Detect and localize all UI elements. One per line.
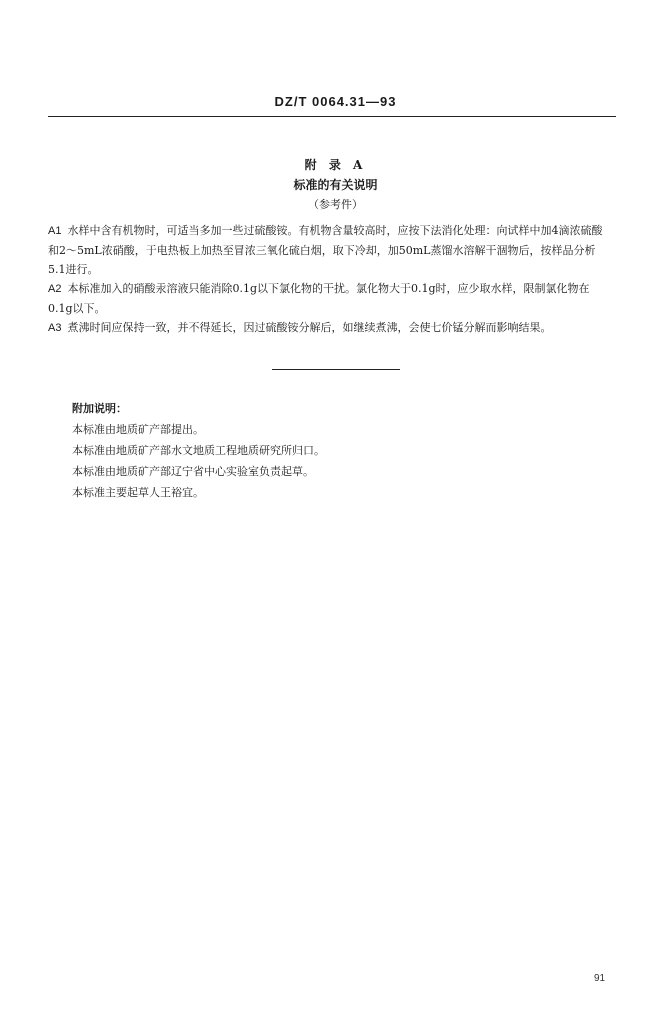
section-end-rule: [272, 369, 400, 370]
header-rule: [48, 116, 616, 117]
additional-note-line: 本标准主要起草人王裕宜。: [72, 486, 204, 499]
item-text: 水样中含有机物时，可适当多加一些过硫酸铵。有机物含量较高时，应按下法消化处理：向试样中加4滴浓硫酸和2～5mL浓硝酸，于电热板上加热至冒浓三氧化硫白烟，取下冷却，加50mL蒸馏水溶解干涸物后，按样品分析5.1进行。: [48, 224, 603, 276]
item-number: A1: [48, 225, 62, 237]
page-number: 91: [594, 973, 606, 984]
appendix-body: [48, 221, 612, 338]
appendix-subtitle: 标准的有关说明: [293, 178, 378, 192]
item-number: A3: [48, 322, 62, 334]
appendix-item-a2: [48, 279, 612, 318]
standard-code-header: DZ/T 0064.31—93: [274, 94, 397, 109]
item-text: 本标准加入的硝酸汞溶液只能消除0.1g以下氯化物的干扰。氯化物大于0.1g时，应少取水样，限制氯化物在0.1g以下。: [48, 282, 590, 315]
additional-notes-heading: 附加说明：: [72, 402, 127, 415]
appendix-note: （参考件）: [308, 198, 363, 211]
appendix-title: 附 录 A: [304, 158, 367, 172]
item-text: 煮沸时间应保持一致，并不得延长，因过硫酸铵分解后，如继续煮沸，会使七价锰分解而影响结果。: [67, 321, 552, 334]
appendix-item-a1: [48, 221, 612, 279]
item-number: A2: [48, 283, 62, 295]
additional-note-line: 本标准由地质矿产部提出。: [72, 423, 204, 436]
appendix-item-a3: [48, 318, 612, 338]
additional-note-line: 本标准由地质矿产部辽宁省中心实验室负责起草。: [72, 465, 314, 478]
additional-notes: [72, 398, 592, 503]
additional-note-line: 本标准由地质矿产部水文地质工程地质研究所归口。: [72, 444, 325, 457]
